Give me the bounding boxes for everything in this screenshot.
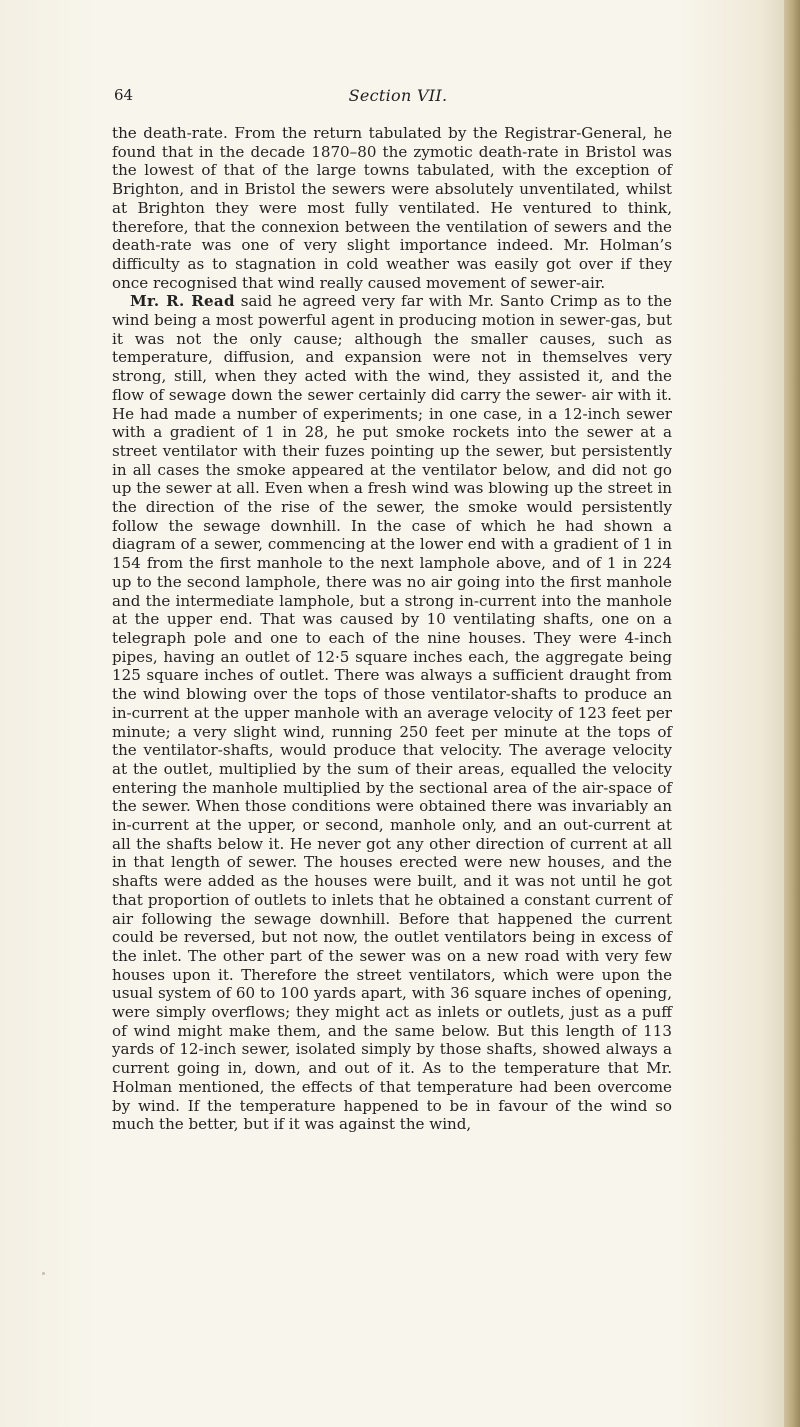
section-title: Section VII. (348, 86, 448, 105)
paper-speck (42, 1272, 45, 1275)
speaker-name: Mr. R. Read (130, 292, 235, 311)
body-text (112, 124, 672, 1134)
page-number: 64 (114, 86, 134, 104)
paragraph-text: the death-rate. From the return tabulated by the Registrar-General, he found that in the decade 1870–80 the zymotic death-rate in Bristol was the lowest of that of the large towns tabulated, with the exception of Brighton, and in Bristol the sewers were absolutely unventilated, whilst at Brighton they were most fully ventilated. He ventured to think, therefore, that the connexion between the ventilation of sewers and the death-rate was one of very slight importance indeed. Mr. Holman’s difficulty as to stagnation in cold weather was easily got over if they once recognised that wind really caused movement of sewer-air. (112, 124, 672, 292)
page-header (114, 86, 682, 112)
paragraph (112, 124, 672, 292)
paragraph (112, 292, 672, 1134)
paragraph-text: said he agreed very far with Mr. Santo Crimp as to the wind being a most powerful agent in producing motion in sewer-gas, but it was not the only cause; although the smaller causes, such as temperature, diffusion, and expansion were not in themselves very strong, still, when they acted with the wind, they assisted it, and the flow of sewage down the sewer certainly did carry the sewer- air with it. He had made a number of experiments; in one case, in a 12-inch sewer with a gradient of 1 in 28, he put smoke rockets into the sewer at a street ventilator with their fuzes pointing up the sewer, but persistently in all cases the smoke appeared at the ventilator below, and did not go up the sewer at all. Even when a fresh wind was blowing up the street in the direction of the rise of the sewer, the smoke would persistently follow the sewage downhill. In the case of which he had shown a diagram of a sewer, commencing at the lower end with a gradient of 1 in 154 from the first manhole to the next lamphole above, and of 1 in 224 up to the second lamphole, there was no air going into the first manhole and the intermediate lamphole, but a strong in-current into the manhole at the upper end. That was caused by 10 ventilating shafts, one on a telegraph pole and one to each of the nine houses. They were 4-inch pipes, having an outlet of 12·5 square inches each, the aggregate being 125 square inches of outlet. There was always a sufficient draught from the wind blowing over the tops of those ventilator-shafts to produce an in-current at the upper manhole with an average velocity of 123 feet per minute; a very slight wind, running 250 feet per minute at the tops of the ventilator-shafts, would produce that velocity. The average velocity at the outlet, multiplied by the sum of their areas, equalled the velocity entering the manhole multiplied by the sectional area of the air-space of the sewer. When those conditions were obtained there was invariably an in-current at the upper, or second, manhole only, and an out-current at all the shafts below it. He never got any other direction of current at all in that length of sewer. The houses erected were new houses, and the shafts were added as the houses were built, and it was not until he got that proportion of outlets to inlets that he obtained a constant current of air following the sewage downhill. Before that happened the current could be reversed, but not now, the outlet ventilators being in excess of the inlet. The other part of the sewer was on a new road with very few houses upon it. Therefore the street ventilators, which were upon the usual system of 60 to 100 yards apart, with 36 square inches of opening, were simply overflows; they might act as inlets or outlets, just as a puff of wind might make them, and the same below. But this length of 113 yards of 12-inch sewer, isolated simply by those shafts, showed always a current going in, down, and out of it. As to the temperature that Mr. Holman mentioned, the effects of that temperature had been overcome by wind. If the temperature happened to be in favour of the wind so much the better, but if it was against the wind, (112, 292, 672, 1134)
book-spine-edge (784, 0, 800, 1427)
